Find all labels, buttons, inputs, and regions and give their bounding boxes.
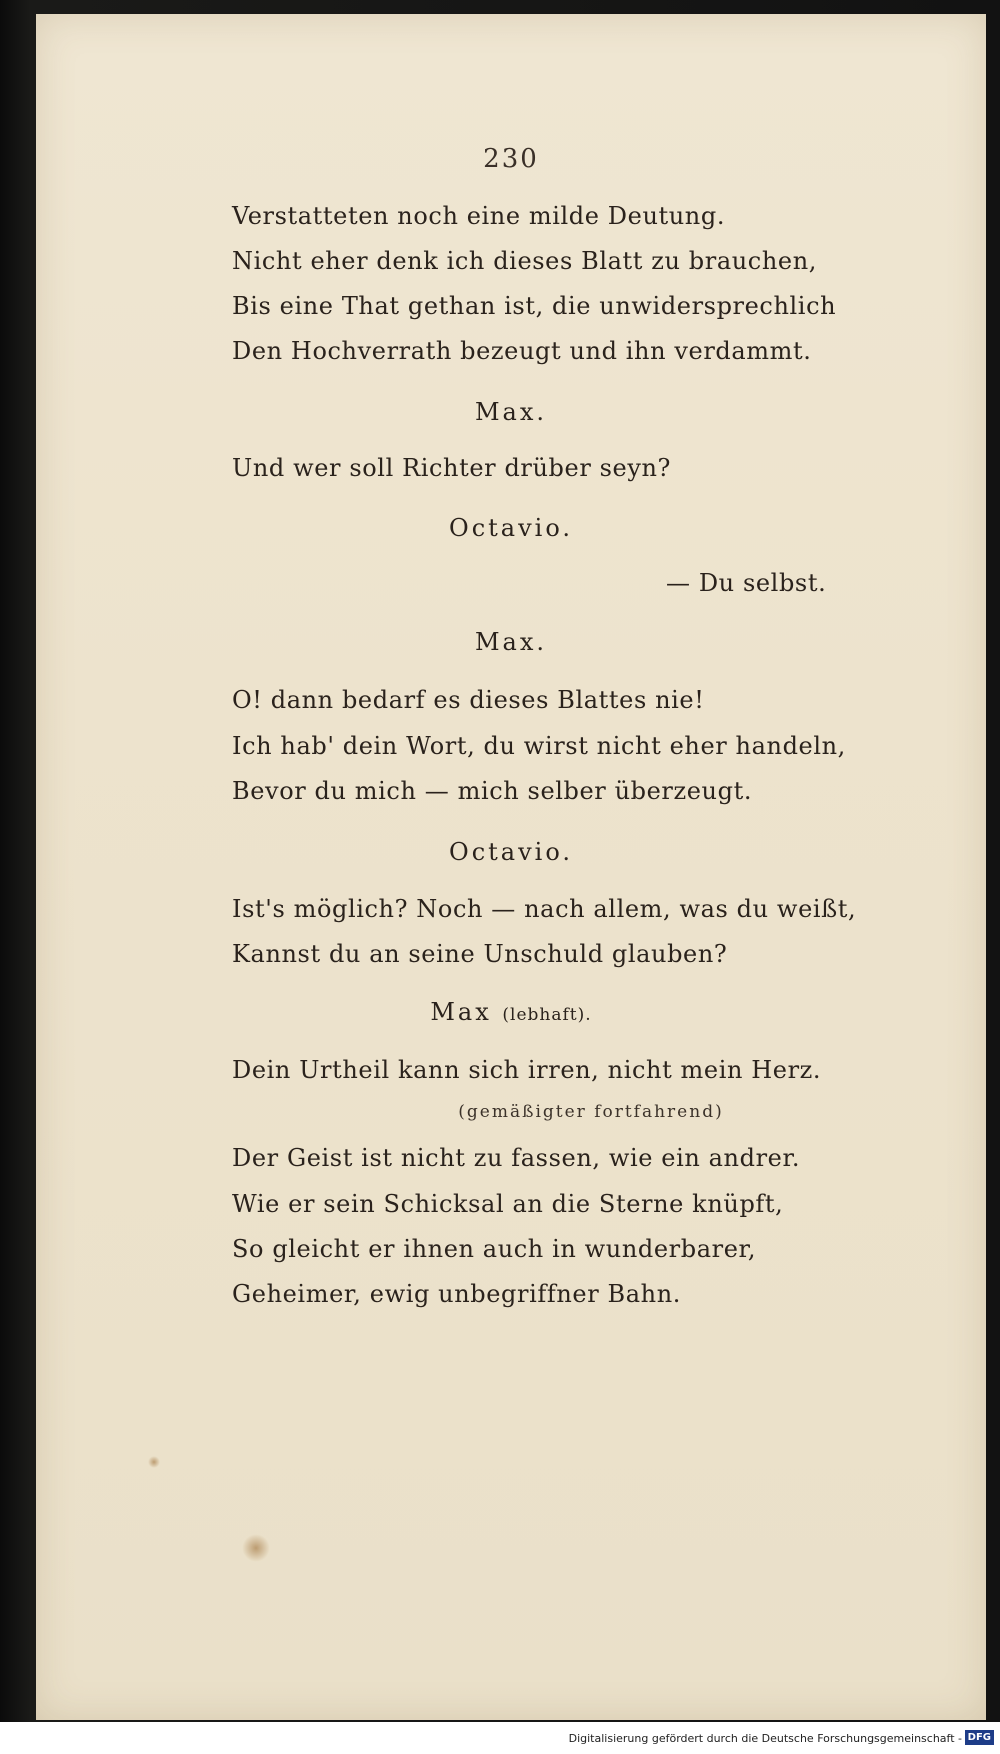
speaker-with-direction: [36, 998, 986, 1026]
book-page: [36, 14, 986, 1720]
digitization-credit: Digitalisierung gefördert durch die Deutsche Forschungsgemeinschaft -: [568, 1732, 962, 1745]
stage-direction: (gemäßigter fortfahrend): [458, 1102, 724, 1122]
paper-stain: [148, 1456, 160, 1468]
verse-line: — Du selbst.: [666, 569, 827, 597]
verse-line: O! dann bedarf es dieses Blattes nie!: [232, 686, 705, 714]
verse-line: Bis eine That gethan ist, die unwidersprechlich: [232, 292, 837, 320]
verse-line: So gleicht er ihnen auch in wunderbarer,: [232, 1235, 757, 1263]
verse-line: Wie er sein Schicksal an die Sterne knüpft,: [232, 1190, 784, 1218]
verse-line: Nicht eher denk ich dieses Blatt zu brauchen,: [232, 247, 817, 275]
speaker-name: Octavio.: [449, 838, 573, 866]
verse-line: Geheimer, ewig unbegriffner Bahn.: [232, 1280, 681, 1308]
dfg-logo: DFG: [965, 1730, 994, 1745]
verse-line: Und wer soll Richter drüber seyn?: [232, 454, 672, 482]
verse-line: Den Hochverrath bezeugt und ihn verdammt.: [232, 337, 812, 365]
verse-line: Bevor du mich — mich selber überzeugt.: [232, 777, 753, 805]
verse-line: Ist's möglich? Noch — nach allem, was du weißt,: [232, 895, 857, 923]
verse-line: Ich hab' dein Wort, du wirst nicht eher handeln,: [232, 732, 846, 760]
speaker-name: Max.: [474, 628, 548, 656]
verse-line: Der Geist ist nicht zu fassen, wie ein andrer.: [232, 1144, 801, 1172]
paper-stain: [242, 1534, 270, 1562]
verse-line: Dein Urtheil kann sich irren, nicht mein Herz.: [232, 1056, 822, 1084]
verse-line: Verstatteten noch eine milde Deutung.: [232, 202, 726, 230]
speaker-name: Octavio.: [449, 514, 573, 542]
page-number: 230: [483, 144, 539, 174]
speaker-name: Max: [430, 998, 492, 1026]
verse-line: Kannst du an seine Unschuld glauben?: [232, 940, 728, 968]
speaker-name: Max.: [474, 398, 548, 426]
stage-direction-inline: (lebhaft).: [502, 1005, 592, 1025]
